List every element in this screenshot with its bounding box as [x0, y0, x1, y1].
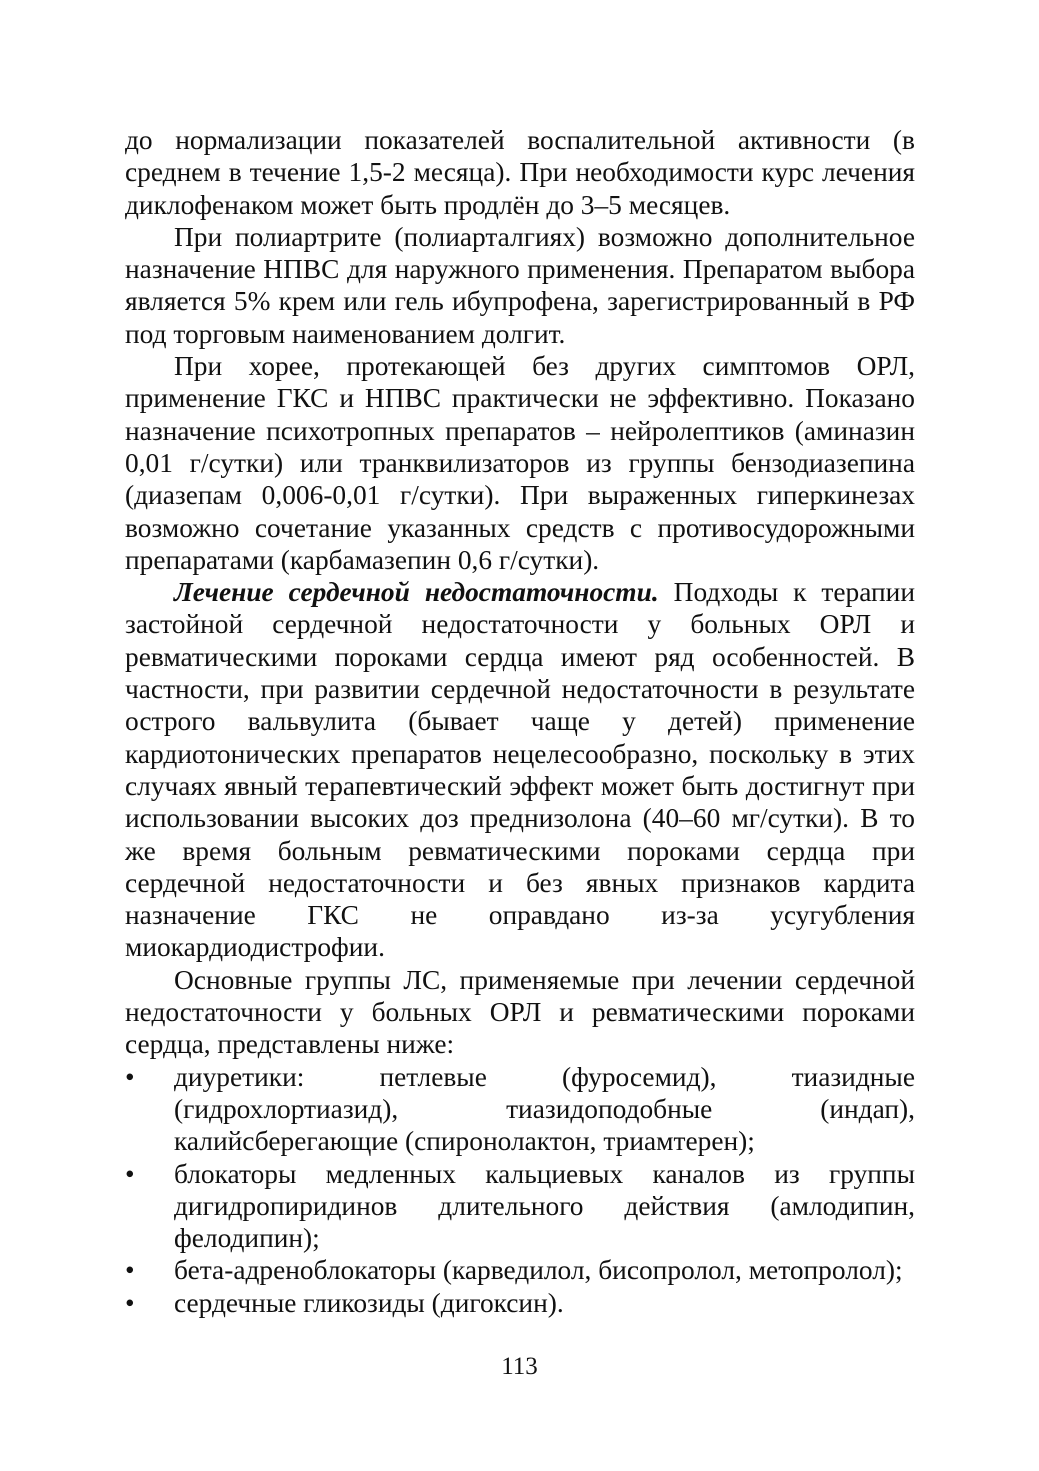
list-item [125, 1061, 915, 1158]
list-item-text: диуретики: петлевые (фуросемид), тиазидные (гидрохлортиазид), тиазидоподобные (индап), калийсберегающие (спиронолактон, триамтерен); [174, 1061, 915, 1157]
paragraph-continuation: до нормализации показателей воспалительной активности (в среднем в течение 1,5-2 месяца). При необходимости курс лечения диклофенаком может быть продлён до 3–5 месяцев. [125, 125, 915, 220]
list-item [125, 1158, 915, 1255]
list-item [125, 1287, 915, 1319]
page-body [125, 124, 915, 1319]
paragraph-heart-failure-text: Подходы к терапии застойной сердечной недостаточности у больных ОРЛ и ревматическими пороками сердца имеют ряд особенностей. В частности, при развитии сердечной недостаточности в результате острого вальвулита (бывает чаще у детей) применение кардиотонических препаратов нецелесообразно, поскольку в этих случаях явный терапевтический эффект может быть достигнут при использовании высоких доз преднизолона (40–60 мг/сутки). В то же время больным ревматическими пороками сердца при сердечной недостаточности и без явных признаков кардита назначение ГКС не оправдано из-за усугубления миокардиодистрофии. [125, 577, 915, 963]
paragraph-chorea: При хорее, протекающей без других симптомов ОРЛ, применение ГКС и НПВС практически не эффективно. Показано назначение психотропных препаратов – нейролептиков (аминазин 0,01 г/сутки) или транквилизаторов из группы бензодиазепина (диазепам 0,006-0,01 г/сутки). При выраженных гиперкинезах возможно сочетание указанных средств с противосудорожными препаратами (карбамазепин 0,6 г/сутки). [125, 351, 915, 575]
section-heading-heart-failure: Лечение сердечной недостаточности. [174, 577, 659, 608]
paragraph-heart-failure [125, 576, 915, 964]
page-number: 113 [501, 1353, 538, 1380]
bullet-icon: • [125, 1061, 135, 1092]
paragraph-drug-groups-intro: Основные группы ЛС, применяемые при лечении сердечной недостаточности у больных ОРЛ и ревматическими пороками сердца, представлены ниже: [125, 964, 915, 1060]
list-item-text: блокаторы медленных кальциевых каналов из группы дигидропиридинов длительного действия (амлодипин, фелодипин); [174, 1158, 915, 1254]
list-item-text: сердечные гликозиды (дигоксин). [174, 1287, 564, 1318]
paragraph-polyarthritis: При полиартрите (полиарталгиях) возможно дополнительное назначение НПВС для наружного применения. Препаратом выбора является 5% крем или гель ибупрофена, зарегистрированный в РФ под торговым наименованием долгит. [125, 221, 915, 349]
bullet-icon: • [125, 1158, 135, 1189]
drug-groups-list [125, 1061, 915, 1319]
list-item-text: бета-адреноблокаторы (карведилол, бисопролол, метопролол); [174, 1255, 903, 1286]
bullet-icon: • [125, 1255, 135, 1286]
list-item [125, 1254, 915, 1286]
bullet-icon: • [125, 1287, 135, 1318]
